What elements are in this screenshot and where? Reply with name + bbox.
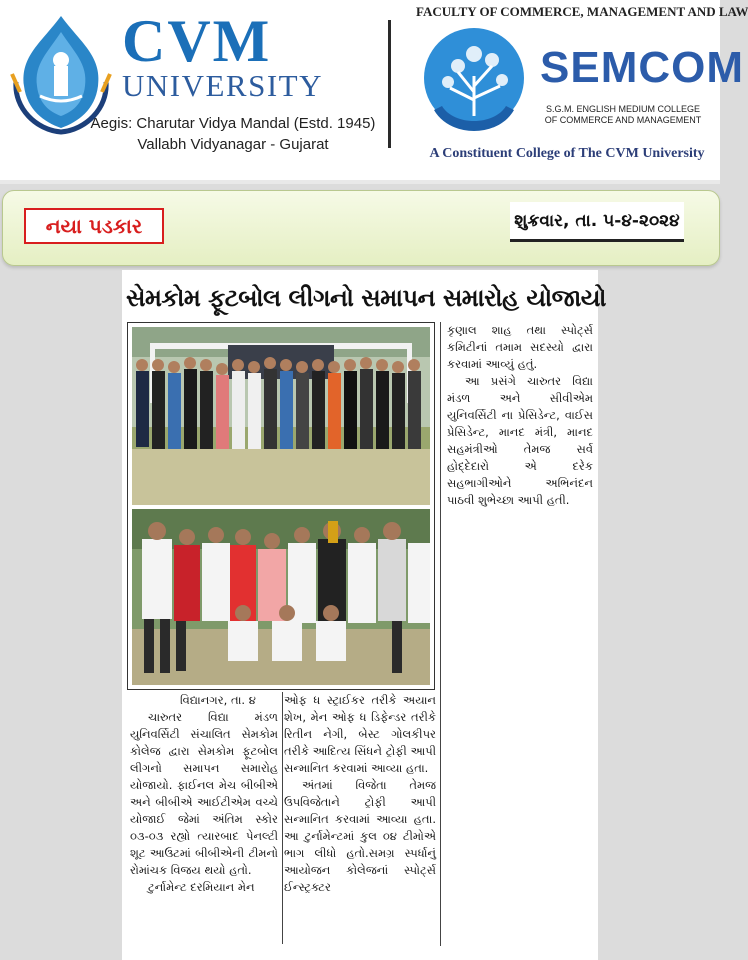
semcom-logo <box>420 26 528 142</box>
article-column-right <box>447 322 593 509</box>
article-column-middle <box>284 692 436 896</box>
constituent-line: A Constituent College of The CVM University <box>429 146 705 161</box>
article-paragraph: ચારુતર વિદ્યા મંડળ યુનિવર્સિટી સંચાલિત સેમકોમ કોલેજ દ્વારા સેમકોમ ફૂટબોલ લીગનો સમાપન સમારોહ યોજાયો. ફાઈનલ મેચ બીબીએ અને બીબીએ આઈટીએમ વચ્ચે યોજાઈ જેમાં અંતિમ સ્કોર ૦૩-૦૩ રહ્યો ત્યારબાદ પેનલ્ટી શૂટ આઉટમાં બીબીએની ટીમનો રોમાંચક વિજય થયો હતો. <box>130 710 278 877</box>
aegis-line: Aegis: Charutar Vidya Mandal (Estd. 1945) <box>90 115 376 132</box>
article-paragraph: અંતમાં વિજેતા તેમજ ઉપવિજેતાને ટ્રોફી આપી સન્માનિત કરવામાં આવ્યા હતા. આ ટુર્નામેન્ટમાં કુલ ૦૪ ટીમોએ ભાગ લીધો હતો.સમગ્ર સ્પર્ધાનું આયોજન કોલેજનાં સ્પોર્ટ્સ ઈન્સ્ટ્રક્ટર <box>284 778 436 894</box>
university-subtitle: UNIVERSITY <box>122 68 323 103</box>
newspaper-name: નયા પડકાર <box>24 208 164 244</box>
dateline: વિદ્યાનગર, તા. ૪ <box>180 693 256 707</box>
article-paragraph: આ પ્રસંગે ચારુતર વિદ્યા મંડળ અને સીવીએમ યુનિવર્સિટી ના પ્રેસિડેન્ટ, વાઈસ પ્રેસિડેન્ટ, માનદ મંત્રી, માનદ સહમંત્રીઓ તેમજ સર્વ હોદ્દેદારો એ દરેક સહભાગીઓને અભિનંદન પાઠવી શુભેચ્છા આપી હતી. <box>447 374 593 507</box>
column-rule <box>282 692 283 944</box>
letterhead <box>0 0 748 180</box>
location-line: Vallabh Vidyanagar - Gujarat <box>137 136 329 153</box>
faculty-line: FACULTY OF COMMERCE, MANAGEMENT AND LAW <box>416 4 748 19</box>
article-paragraph: ટુર્નામેન્ટ દરમિયાન મેન <box>148 880 255 894</box>
newspaper-date: શુક્રવાર, તા. ૫-૪-૨૦૨૪ <box>510 202 684 242</box>
article-headline: સેમકોમ ફૂટબોલ લીગનો સમાપન સમારોહ યોજાયો <box>126 284 606 312</box>
header-divider <box>388 20 391 148</box>
header-rule <box>0 180 720 184</box>
photo-frame <box>127 322 435 690</box>
article-paragraph: કૃણાલ શાહ તથા સ્પોર્ટ્સ કમિટીનાં તમામ સદસ્યો દ્વારા કરવામાં આવ્યું હતું. <box>447 323 593 371</box>
article-paragraph: ઓફ ધ સ્ટ્રાઈકર તરીકે અયાન શેખ, મેન ઓફ ધ ડિફેન્ડર તરીકે રિતીન નેગી, બેસ્ટ ગોલકીપર તરીકે આદિત્ય સિંધને ટ્રોફી આપી સન્માનિત કરવામાં આવ્યા હતા. <box>284 693 436 775</box>
university-title: CVM <box>122 8 272 74</box>
team-group-photo <box>132 327 430 505</box>
winners-trophy-photo <box>132 509 430 685</box>
college-short-title: SEMCOM <box>540 43 744 92</box>
column-rule <box>440 322 441 946</box>
college-full-name: S.G.M. ENGLISH MEDIUM COLLEGE OF COMMERCE AND MANAGEMENT <box>544 104 702 125</box>
article-column-left <box>130 692 278 896</box>
